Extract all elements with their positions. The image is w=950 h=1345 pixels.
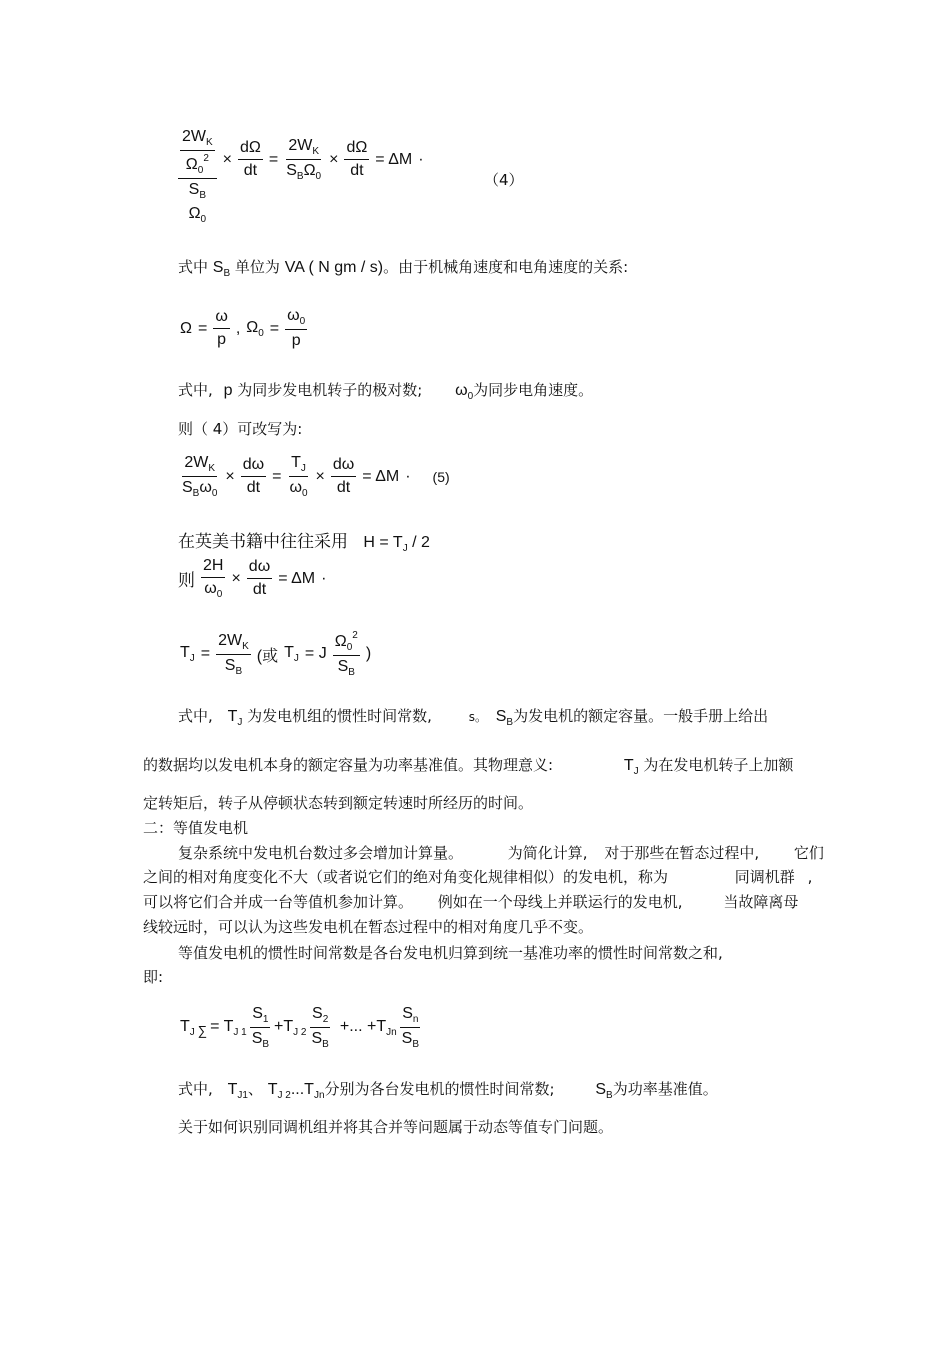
equation-4: $\frac{2W_K}{\Omega_0^2}$ $S_B$ $\Omega_0$ × $\frac{d\Omega}{dt}$ = $\frac{2W_K}{S_B\Omega_0}$ × $\frac{d\Omega}{dt}$ = ΔM · xyxy=(178,128,424,225)
omega0sq-over-sb: $\frac{\Omega_0^2}{S_B}$ xyxy=(334,630,358,678)
paragraph-tj-meaning: 式中, $T_J$ 为发电机组的惯性时间常数, s。 $S_B$为发电机的额定容量。一般手册上给出 xyxy=(178,707,769,728)
paragraph-definition-end: 定转矩后，转子从停顿状态转到额定转速时所经历的时间。 xyxy=(143,794,534,812)
2wk-over-sb: $\frac{2W_K}{S_B}$ xyxy=(218,631,249,677)
paragraph-inertia-sum-line-2: 即: xyxy=(143,968,164,986)
equation-inertia-sum: $T_J$ ∑ = $T_{J 1}$ $\frac{S_1}{S_B}$ $+T_{J 2}$ $\frac{S_2}{S_B}$ +... $+T_{Jn}$ $\frac{S_n}{S_B}$ xyxy=(180,1005,419,1050)
s1-over-sb: $\frac{S_1}{S_B}$ xyxy=(251,1005,270,1050)
compound-fraction: $\frac{2W_K}{\Omega_0^2}$ $S_B$ $\Omega_0$ xyxy=(178,128,217,225)
wk-fraction: $\frac{2W_K}{S_B\Omega_0}$ xyxy=(286,137,322,182)
equation-5: $\frac{2W_K}{S_B\omega_0}$ × $\frac{d\omega}{dt}$ = $\frac{T_J}{\omega_0}$ × $\frac{d\omega}{dt}$ = ΔM · (5) xyxy=(182,454,450,499)
paragraph-rewrite: 则（ 4）可改写为: xyxy=(178,420,303,438)
tj-over-omega0: $\frac{T_J}{\omega_0}$ xyxy=(289,454,308,499)
paragraph-equivalent-line-1: 复杂系统中发电机台数过多会增加计算量。 为简化计算, 对于那些在暂态过程中, 它们 xyxy=(178,844,824,862)
paragraph-equivalent-line-2: 之间的相对角度变化不大（或者说它们的绝对角变化规律相似）的发电机，称为 同调机群 , xyxy=(143,868,813,886)
equation-5-label: (5) xyxy=(432,468,450,485)
omega-over-p: $\frac{\omega}{p}$ xyxy=(215,308,228,348)
equation-tj: $T_J$ = $\frac{2W_K}{S_B}$ (或 $T_J$ = J $\frac{\Omega_0^2}{S_B}$ ) xyxy=(180,630,372,678)
paragraph-closing: 关于如何识别同调机组并将其合并等问题属于动态等值专门问题。 xyxy=(178,1118,614,1136)
equation-4-label: （4） xyxy=(484,171,524,189)
d-omega-fraction: $\frac{d\Omega}{dt}$ xyxy=(240,139,261,179)
equation-omega-relation: Ω = $\frac{\omega}{p}$ , $\Omega_0$ = $\frac{\omega_0}{p}$ xyxy=(180,307,306,349)
paragraph-sb-unit: 式中 $S_B$ 单位为 VA ( N gm / s)。由于机械角速度和电角速度的关系: xyxy=(178,258,629,279)
paragraph-inertia-sum-line-1: 等值发电机的惯性时间常数是各台发电机归算到统一基准功率的惯性时间常数之和, xyxy=(178,944,723,962)
paragraph-sum-terms: 式中, $T_{J1}$、 $T_{J 2}...T_{Jn}$分别为各台发电机的惯性时间常数; $S_B$为功率基准值。 xyxy=(178,1080,718,1101)
inner-fraction: $\frac{2W_K}{\Omega_0^2}$ xyxy=(182,128,213,176)
d-omega-dt-h: $\frac{d\omega}{dt}$ xyxy=(248,558,271,598)
section-heading: 二：等值发电机 xyxy=(143,819,249,837)
d-omega-fraction-2: $\frac{d\Omega}{dt}$ xyxy=(346,139,368,179)
omega0-over-p: $\frac{\omega_0}{p}$ xyxy=(287,307,306,349)
paragraph-physical-meaning: 的数据均以发电机本身的额定容量为功率基准值。其物理意义: $T_J$ 为在发电机转子上加额 xyxy=(143,756,794,777)
d-omega-dt-2: $\frac{d\omega}{dt}$ xyxy=(332,456,355,496)
paragraph-equivalent-line-4: 线较远时，可以认为这些发电机在暂态过程中的相对角度几乎不变。 xyxy=(143,918,594,936)
wk-over-sb-omega0: $\frac{2W_K}{S_B\omega_0}$ xyxy=(182,454,218,499)
2h-over-omega0: $\frac{2H}{\omega_0}$ xyxy=(203,557,224,600)
paragraph-pole-pairs: 式中, p 为同步发电机转子的极对数; $\omega_0$为同步电角速度。 xyxy=(178,381,594,402)
s2-over-sb: $\frac{S_2}{S_B}$ xyxy=(311,1005,329,1050)
sn-over-sb: $\frac{S_n}{S_B}$ xyxy=(401,1005,419,1050)
paragraph-equivalent-line-3: 可以将它们合并成一台等值机参加计算。 例如在一个母线上并联运行的发电机, 当故障离母 xyxy=(143,893,799,911)
paragraph-h-definition: 在英美书籍中往往采用 $H = T_J / 2$ xyxy=(178,532,430,554)
d-omega-dt: $\frac{d\omega}{dt}$ xyxy=(242,456,265,496)
equation-h: 则 $\frac{2H}{\omega_0}$ × $\frac{d\omega}{dt}$ = ΔM · xyxy=(178,557,327,600)
